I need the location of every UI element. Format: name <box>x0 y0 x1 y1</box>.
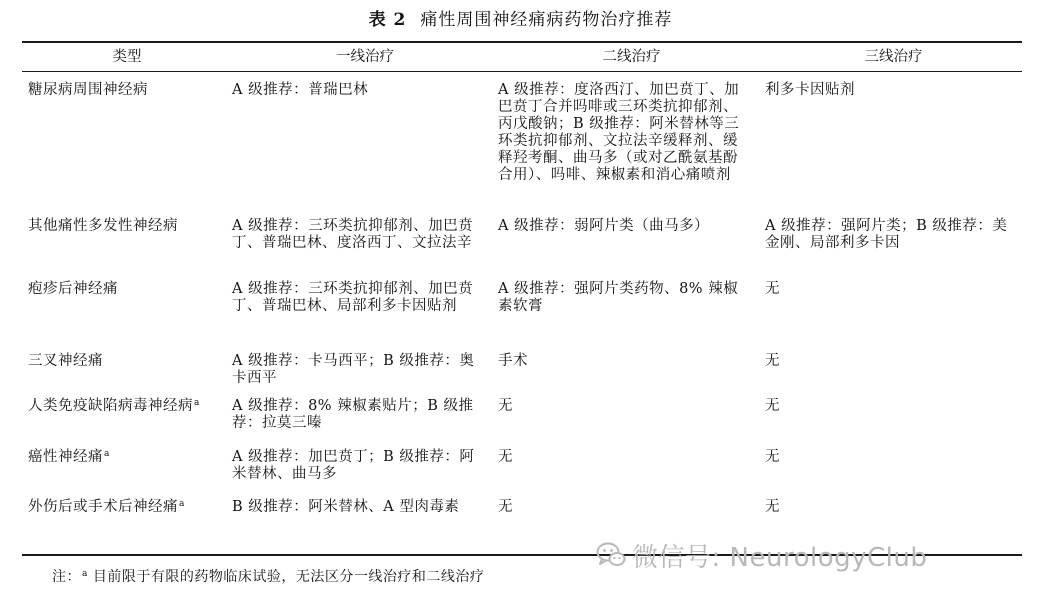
row-type-text: 人类免疫缺陷病毒神经病 <box>28 398 193 414</box>
row-second-line: A 级推荐：度洛西汀、加巴贲丁、加巴贲丁合并吗啡或三环类抗抑郁剂、丙戊酸钠；B 级推荐：阿米替林等三环类抗抑郁剂、文拉法辛缓释剂、缓释羟考酮、曲马多（或对乙酰氨基酚合用）、吗啡、辣椒素和消心痛喷剂 <box>498 82 740 183</box>
table-row <box>22 71 1022 218</box>
table-row <box>22 353 1022 398</box>
row-type-text: 糖尿病周围神经病 <box>28 82 148 98</box>
row-third-line: 无 <box>765 398 780 414</box>
wechat-watermark <box>596 538 927 572</box>
row-first-line: A 级推荐：8% 辣椒素贴片；B 级推荐：拉莫三嗪 <box>232 398 474 431</box>
row-second-line: 手术 <box>498 353 528 369</box>
row-third-line: 无 <box>765 353 780 369</box>
row-type <box>22 499 232 533</box>
table-title-text: 痛性周围神经痛病药物治疗推荐 <box>420 10 673 30</box>
row-first-line: A 级推荐：三环类抗抑郁剂、加巴贲丁、普瑞巴林、局部利多卡因贴剂 <box>232 281 474 314</box>
footnote-marker: a <box>179 499 185 509</box>
table-footnote <box>52 568 484 586</box>
row-third-line: 无 <box>765 499 780 515</box>
row-third-line: 利多卡因贴剂 <box>765 82 855 98</box>
row-type-text: 三叉神经痛 <box>28 353 103 369</box>
row-first-line: A 级推荐：卡马西平；B 级推荐：奥卡西平 <box>232 353 475 386</box>
row-type <box>22 353 232 398</box>
header-row <box>22 43 1022 71</box>
row-type-text: 外伤后或手术后神经痛 <box>28 499 178 515</box>
row-second-line: 无 <box>498 449 513 465</box>
table-row <box>22 449 1022 499</box>
row-type <box>22 71 232 218</box>
table-title <box>0 8 1041 32</box>
table-row <box>22 499 1022 533</box>
row-type <box>22 398 232 449</box>
column-header-second-line: 二线治疗 <box>602 48 661 65</box>
footnote-text: 目前限于有限的药物临床试验，无法区分一线治疗和二线治疗 <box>87 569 485 585</box>
row-type <box>22 218 232 281</box>
row-second-line: A 级推荐：强阿片类药物、8% 辣椒素软膏 <box>498 281 739 314</box>
row-type <box>22 281 232 353</box>
table-row <box>22 218 1022 281</box>
row-first-line: A 级推荐：加巴贲丁；B 级推荐：阿米替林、曲马多 <box>232 449 475 482</box>
row-second-line: 无 <box>498 499 513 515</box>
row-first-line: B 级推荐：阿米替林、A 型肉毒素 <box>232 499 460 515</box>
row-second-line: A 级推荐：弱阿片类（曲马多） <box>498 218 710 234</box>
footnote-prefix: 注： <box>52 569 81 585</box>
row-second-line: 无 <box>498 398 513 414</box>
row-first-line: A 级推荐：普瑞巴林 <box>232 82 369 98</box>
row-type-text: 其他痛性多发性神经病 <box>28 218 178 234</box>
row-type-text: 癌性神经痛 <box>28 449 103 465</box>
column-header-type: 类型 <box>112 48 142 65</box>
row-third-line: 无 <box>765 281 780 297</box>
row-type-text: 疱疹后神经痛 <box>28 281 118 297</box>
footnote-marker: a <box>82 569 88 579</box>
table-row <box>22 398 1022 449</box>
column-header-first-line: 一线治疗 <box>336 48 394 65</box>
column-header-third-line: 三线治疗 <box>864 48 923 65</box>
row-third-line: 无 <box>765 449 780 465</box>
footnote-marker: a <box>104 449 110 459</box>
table-row <box>22 281 1022 353</box>
wechat-icon <box>596 541 626 569</box>
row-type <box>22 449 232 499</box>
table-number: 表 2 <box>368 10 407 30</box>
row-first-line: A 级推荐：三环类抗抑郁剂、加巴贲丁、普瑞巴林、度洛西丁、文拉法辛 <box>232 218 474 251</box>
treatment-table <box>22 43 1022 533</box>
watermark-text: 微信号: NeurologyClub <box>632 542 928 573</box>
footnote-marker: a <box>194 398 200 408</box>
row-third-line: A 级推荐：强阿片类；B 级推荐：美金刚、局部利多卡因 <box>765 218 1008 251</box>
